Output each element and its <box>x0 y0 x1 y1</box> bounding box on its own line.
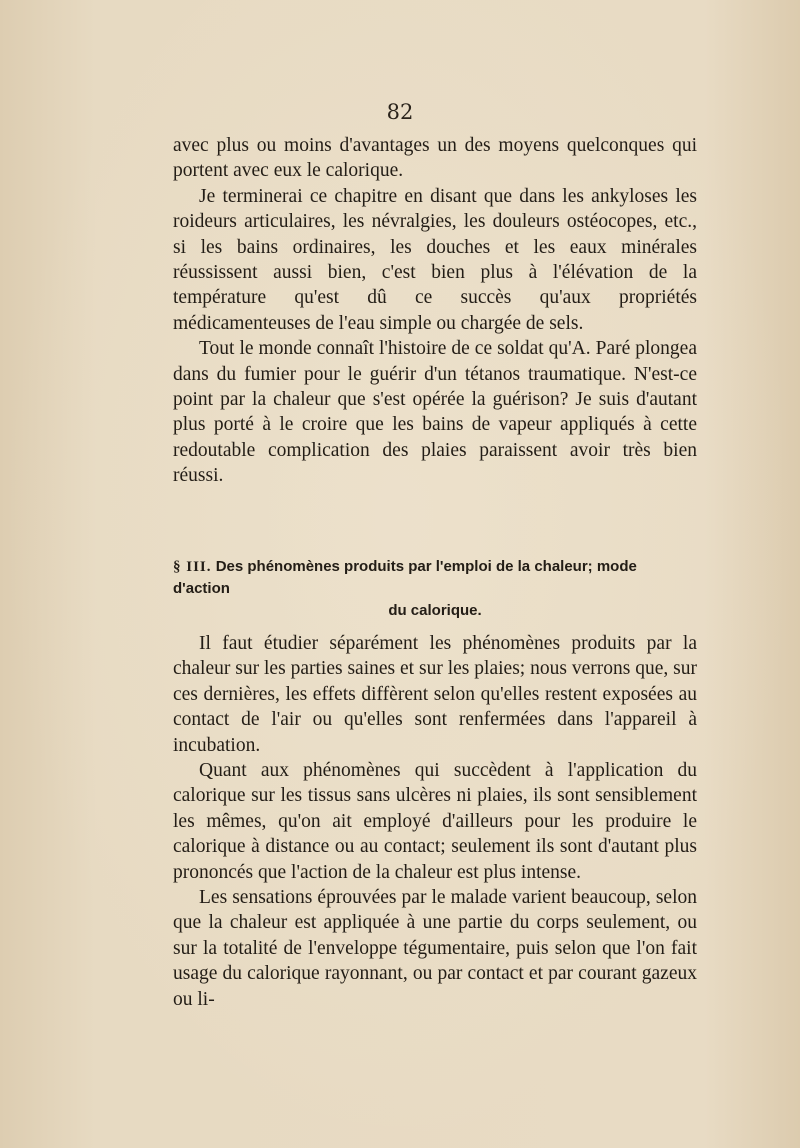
paragraph: Quant aux phénomènes qui succèdent à l'application du calorique sur les tissus sans ulcères ni plaies, ils sont sensiblement les mêmes, qu'on ait employé d'ailleurs pour les produire le calorique à distance ou au contact; seulement ils sont d'autant plus prononcés que l'action de la chaleur est plus intense. <box>173 760 697 883</box>
page-number: 82 <box>386 100 414 124</box>
text-block-bottom <box>173 631 697 1012</box>
paragraph: Les sensations éprouvées par le malade varient beaucoup, selon que la chaleur est appliquée à une partie du corps seulement, ou sur la totalité de l'enveloppe tégumentaire, puis selon que l'on fait usage du calorique rayonnant, ou par contact et par courant gazeux ou li- <box>173 887 697 1010</box>
section-heading-line-2: du calorique. <box>388 602 482 619</box>
text-block-top <box>173 133 697 489</box>
section-number: § III. <box>173 559 212 575</box>
paragraph: Il faut étudier séparément les phénomènes produits par la chaleur sur les parties saines et sur les plaies; nous verrons que, sur ces dernières, les effets diffèrent selon qu'elles restent exposées au contact de l'air ou qu'elles sont renfermées dans l'appareil à incubation. <box>173 633 697 756</box>
paragraph: Tout le monde connaît l'histoire de ce soldat qu'A. Paré plongea dans du fumier pour le guérir d'un tétanos traumatique. N'est-ce point par la chaleur que s'est opérée la guérison? Je suis d'autant plus porté à le croire que les bains de vapeur appliqués à cette redoutable complication des plaies paraissent avoir très bien réussi. <box>173 338 697 487</box>
section-heading <box>173 556 697 622</box>
paragraph: avec plus ou moins d'avantages un des moyens quelconques qui portent avec eux le calorique. <box>173 135 697 182</box>
section-title: Des phénomènes produits par l'emploi de la chaleur; mode d'action <box>173 558 637 597</box>
paragraph: Je terminerai ce chapitre en disant que dans les ankyloses les roideurs articulaires, les névralgies, les douleurs ostéocopes, etc., si les bains ordinaires, les douches et les eaux minérales réussissent aussi bien, c'est bien plus à l'élévation de la température qu'est dû ce succès qu'aux propriétés médicamenteuses de l'eau simple ou chargée de sels. <box>173 185 697 334</box>
section-heading-line-1 <box>173 556 697 600</box>
